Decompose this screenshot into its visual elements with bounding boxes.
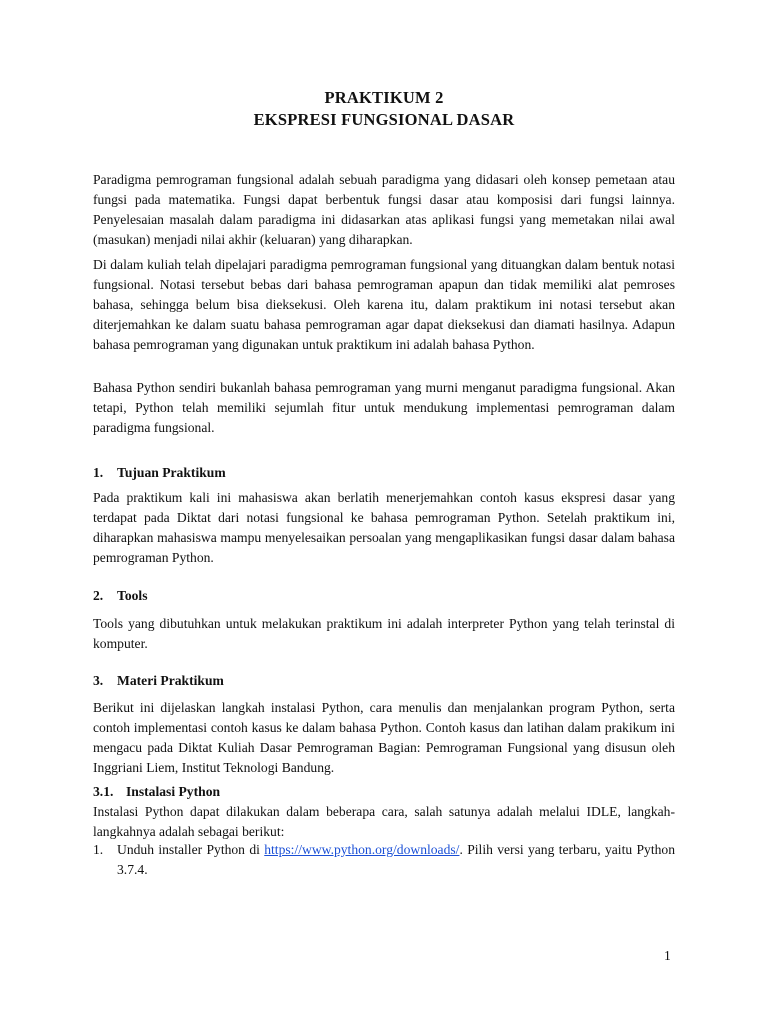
section-number: 1. bbox=[93, 465, 104, 480]
section-heading-tujuan bbox=[93, 463, 675, 483]
install-steps-list bbox=[93, 840, 675, 880]
subsection-text-instalasi: Instalasi Python dapat dilakukan dalam beberapa cara, salah satunya adalah melalui IDLE, langkah-langkahnya adalah sebagai berikut: bbox=[93, 804, 675, 839]
document-title-line1: PRAKTIKUM 2 bbox=[324, 88, 444, 107]
list-item-text-after: . Pilih versi yang terbaru, yaitu Python 3.7.4. bbox=[117, 842, 675, 877]
page-number: 1 bbox=[664, 948, 671, 963]
list-item bbox=[93, 840, 675, 880]
section-text-tools: Tools yang dibutuhkan untuk melakukan praktikum ini adalah interpreter Python yang telah terinstal di komputer. bbox=[93, 616, 675, 651]
list-item-text-before: Unduh installer Python di bbox=[117, 842, 265, 857]
section-number: 3. bbox=[93, 673, 104, 688]
subsection-title: Instalasi Python bbox=[126, 784, 221, 799]
section-title: Tools bbox=[117, 588, 148, 603]
list-item-number: 1. bbox=[93, 842, 104, 857]
intro-paragraph-2: Di dalam kuliah telah dipelajari paradigma pemrograman fungsional yang dituangkan dalam bentuk notasi fungsional. Notasi tersebut bebas dari bahasa pemrograman apapun dan tidak memiliki alat pemroses bahasa, sehingga belum bisa dieksekusi. Oleh karena itu, dalam praktikum ini notasi tersebut akan diterjemahkan ke dalam suatu bahasa pemrograman agar dapat dieksekusi dan diamati hasilnya. Adapun bahasa pemrograman yang digunakan untuk praktikum ini adalah bahasa Python. bbox=[93, 257, 675, 352]
section-heading-tools bbox=[93, 586, 675, 606]
section-number: 2. bbox=[93, 588, 104, 603]
section-text-materi: Berikut ini dijelaskan langkah instalasi Python, cara menulis dan menjalankan program Python, serta contoh implementasi contoh kasus ke dalam bahasa Python. Contoh kasus dan latihan dalam prakikum ini mengacu pada Diktat Kuliah Dasar Pemrograman Bagian: Pemrograman Fungsional yang disusun oleh Inggriani Liem, Institut Teknologi Bandung. bbox=[93, 700, 675, 775]
section-title: Materi Praktikum bbox=[117, 673, 224, 688]
document-title-line2: EKSPRESI FUNGSIONAL DASAR bbox=[253, 110, 515, 129]
intro-paragraph-3: Bahasa Python sendiri bukanlah bahasa pemrograman yang murni menganut paradigma fungsional. Akan tetapi, Python telah memiliki sejumlah fitur untuk mendukung implementasi pemrograman dalam paradigma fungsional. bbox=[93, 380, 675, 435]
section-heading-materi bbox=[93, 671, 675, 691]
python-downloads-link[interactable]: https://www.python.org/downloads/ bbox=[264, 842, 460, 857]
subsection-number: 3.1. bbox=[93, 784, 114, 799]
subsection-heading-instalasi bbox=[93, 782, 675, 802]
section-title: Tujuan Praktikum bbox=[117, 465, 226, 480]
intro-paragraph-1: Paradigma pemrograman fungsional adalah sebuah paradigma yang didasari oleh konsep pemetaan atau fungsi pada matematika. Fungsi dapat berbentuk fungsi dasar atau komposisi dari fungsi lainnya. Penyelesaian masalah dalam paradigma ini didasarkan atas aplikasi fungsi yang memetakan nilai awal (masukan) menjadi nilai akhir (keluaran) yang diharapkan. bbox=[93, 172, 675, 247]
section-text-tujuan: Pada praktikum kali ini mahasiswa akan berlatih menerjemahkan contoh kasus ekspresi dasar yang terdapat pada Diktat dari notasi fungsional ke bahasa pemrograman Python. Setelah praktikum ini, diharapkan mahasiswa mampu menyelesaikan persoalan yang mengaplikasikan fungsi dasar dalam bahasa pemrograman Python. bbox=[93, 490, 675, 565]
